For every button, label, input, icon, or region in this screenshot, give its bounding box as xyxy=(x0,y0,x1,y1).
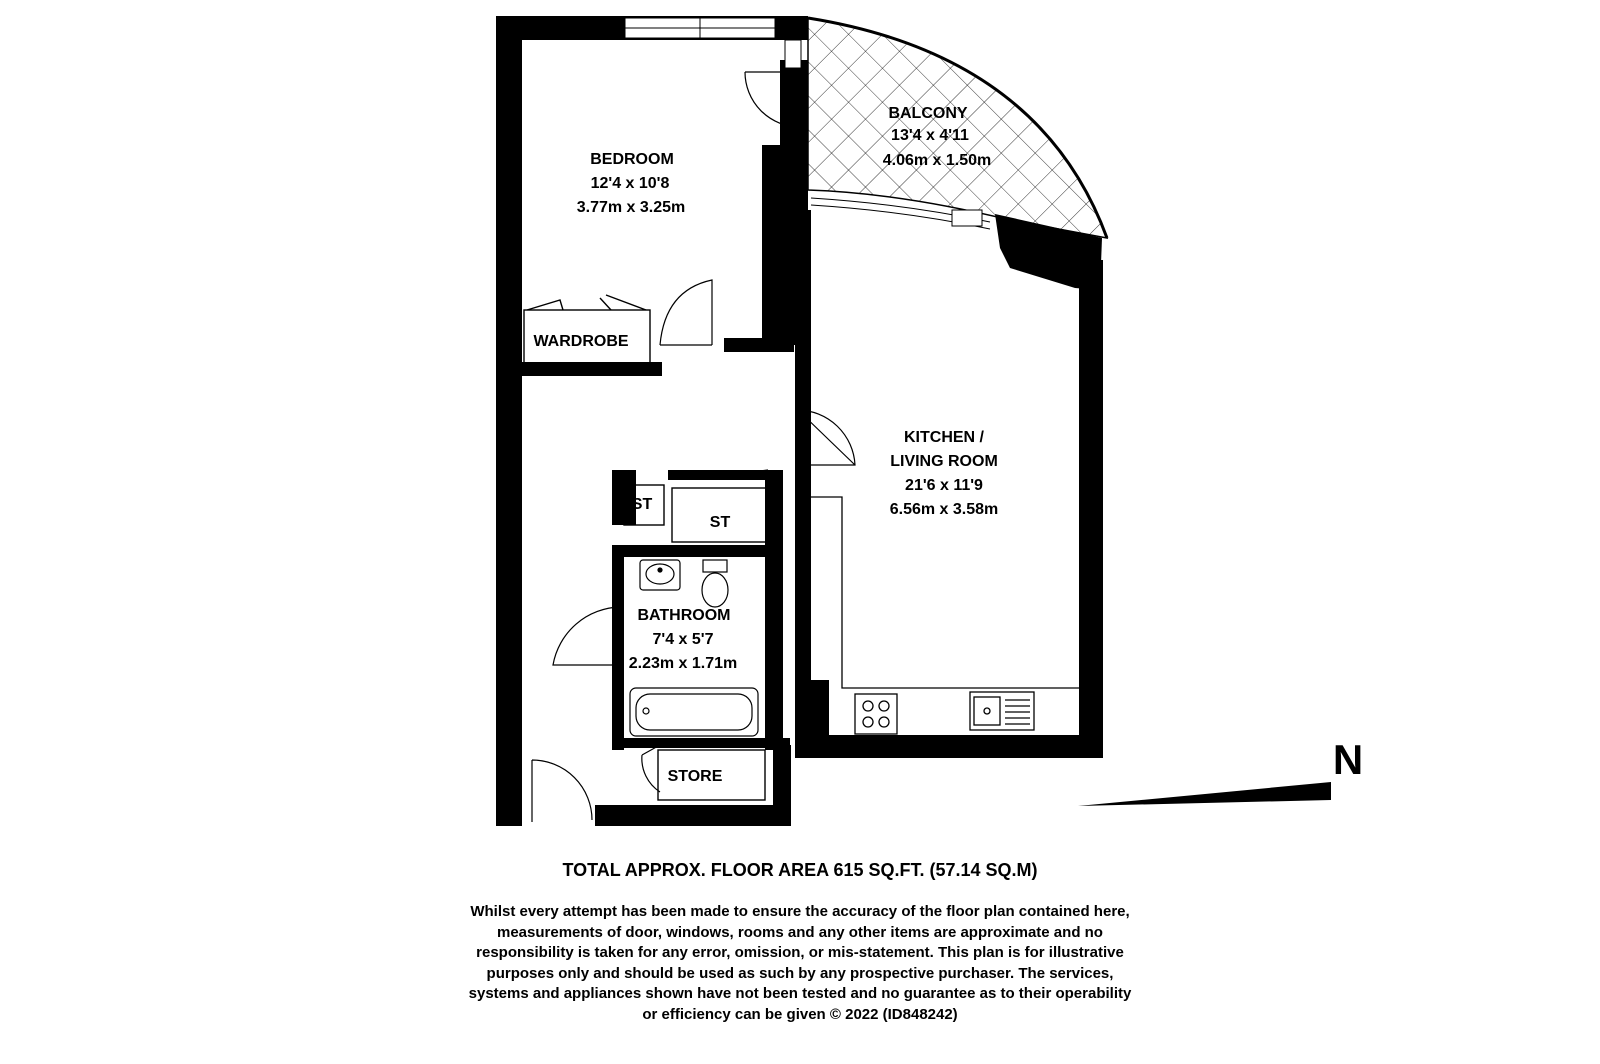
disclaimer-line: systems and appliances shown have not been tested and no guarantee as to their operability xyxy=(468,985,1132,1002)
balcony-metric: 4.06m x 1.50m xyxy=(882,152,992,169)
wardrobe xyxy=(524,295,650,364)
total-floor-area: TOTAL APPROX. FLOOR AREA 615 SQ.FT. (57.14 SQ.M) xyxy=(562,860,1038,880)
bedroom-metric: 3.77m x 3.25m xyxy=(576,199,686,216)
north-arrow xyxy=(1078,736,1363,806)
kitchen-imperial: 21'6 x 11'9 xyxy=(905,477,983,494)
north-label: N xyxy=(1332,736,1364,783)
kitchen-units xyxy=(797,497,1079,734)
balcony-imperial: 13'4 x 4'11 xyxy=(891,127,969,144)
bathroom-label xyxy=(629,607,738,672)
bathroom-metric: 2.23m x 1.71m xyxy=(628,655,738,672)
st-large-label: ST xyxy=(709,514,731,531)
disclaimer-line: Whilst every attempt has been made to ensure the accuracy of the floor plan contained here, xyxy=(470,903,1130,920)
bathroom-name: BATHROOM xyxy=(637,607,731,624)
wardrobe-label: WARDROBE xyxy=(533,333,629,350)
bedroom-imperial: 12'4 x 10'8 xyxy=(590,175,670,192)
balcony-name: BALCONY xyxy=(888,105,968,122)
bathroom-fixtures xyxy=(630,560,758,736)
disclaimer-line: purposes only and should be used as such by any prospective purchaser. The services, xyxy=(486,964,1114,982)
disclaimer-line: measurements of door, windows, rooms and any other items are approximate and no xyxy=(497,923,1103,941)
store-label: STORE xyxy=(667,768,723,785)
disclaimer-line: responsibility is taken for any error, omission, or mis-statement. This plan is for illustrative xyxy=(476,944,1124,961)
disclaimer-line: or efficiency can be given © 2022 (ID848242) xyxy=(642,1005,958,1023)
kitchen-label xyxy=(890,429,999,518)
north-arrow-icon xyxy=(1078,782,1331,806)
st-small-label: ST xyxy=(631,496,653,513)
kitchen-name-line2: LIVING ROOM xyxy=(890,453,998,470)
bedroom-label xyxy=(577,151,686,216)
kitchen-name-line1: KITCHEN / xyxy=(904,429,984,446)
bathroom-imperial: 7'4 x 5'7 xyxy=(652,631,714,648)
kitchen-metric: 6.56m x 3.58m xyxy=(889,501,999,518)
bedroom-name: BEDROOM xyxy=(590,151,674,168)
disclaimer xyxy=(0,902,1600,1025)
